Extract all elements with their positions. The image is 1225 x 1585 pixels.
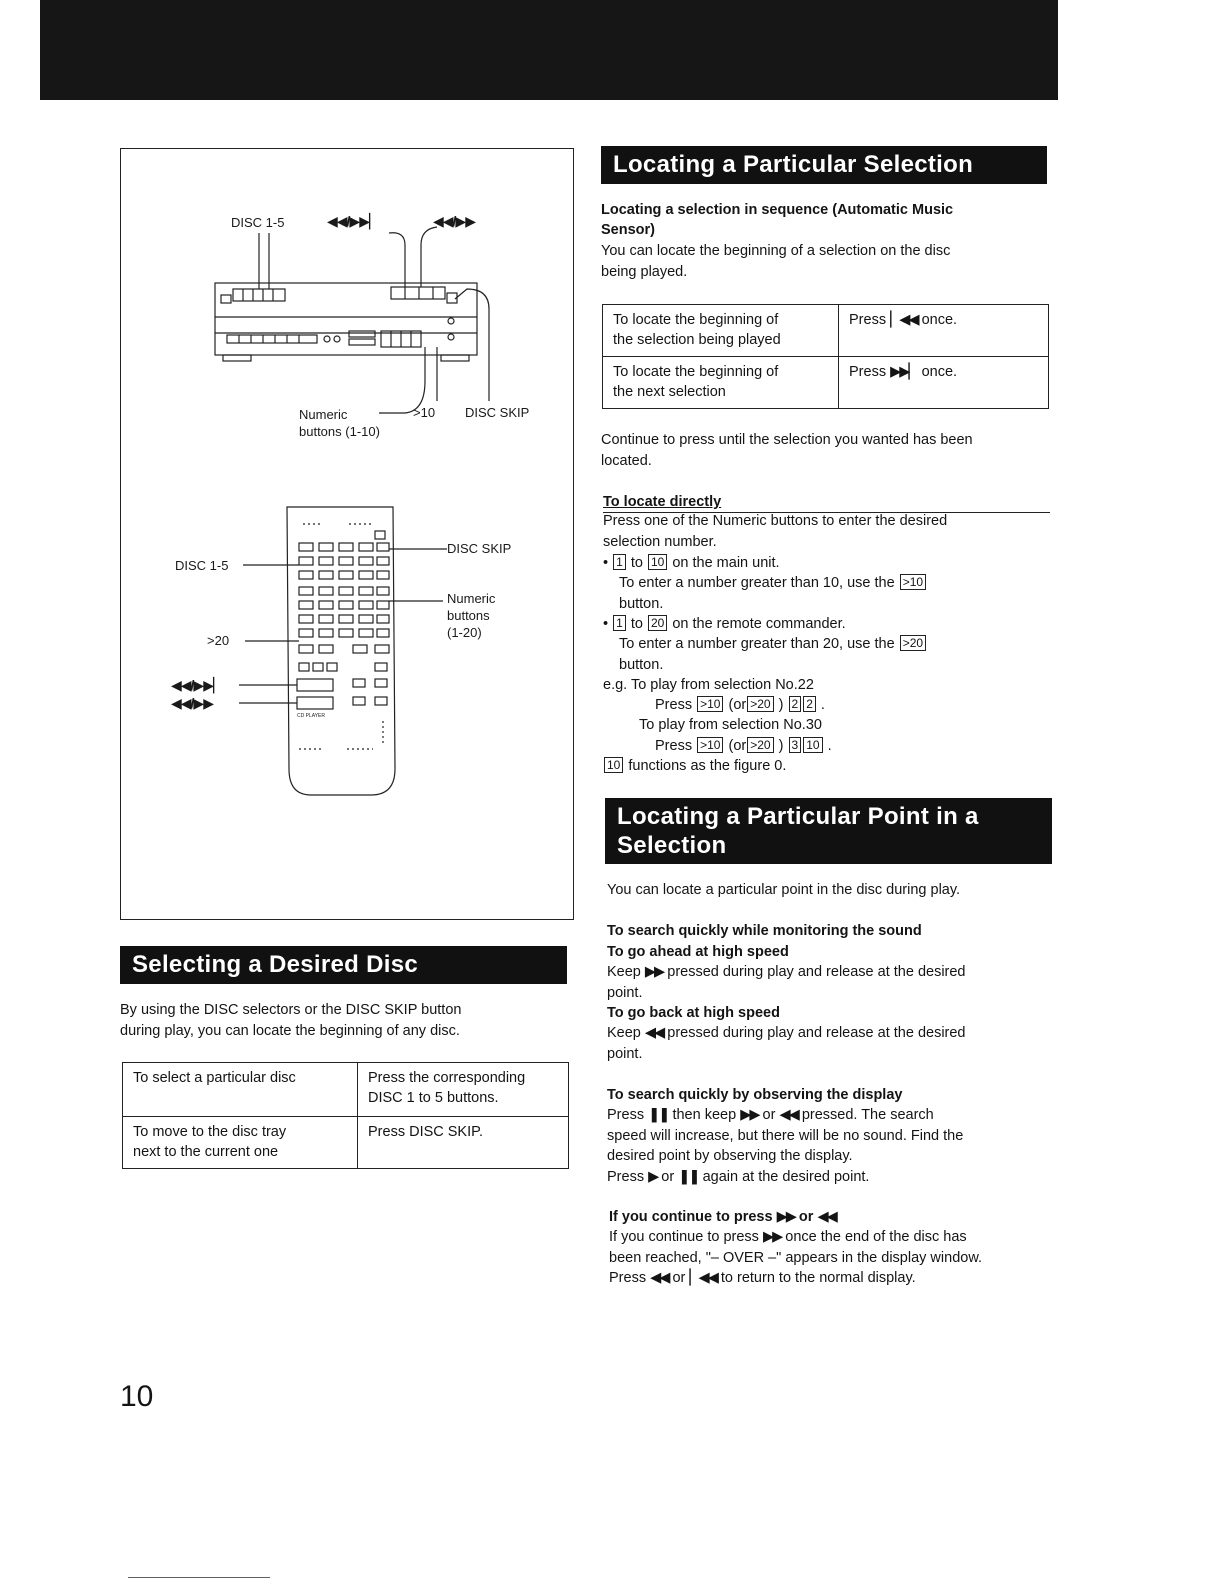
rewind-icon: ◀◀: [779, 1107, 798, 1123]
footer-rule: [128, 1577, 270, 1578]
continue-text: Continue to press until the selection you wanted has been located.: [601, 432, 973, 469]
remote-label-prev-next: ◀◀/▶▶▏: [171, 677, 223, 693]
monitor-subhead: To search quickly while monitoring the sound: [607, 923, 922, 939]
label-search: ◀◀/▶▶: [433, 213, 475, 229]
table-row: To select a particular disc Press the corresponding DISC 1 to 5 buttons.: [123, 1063, 569, 1117]
label-disc-skip: DISC SKIP: [465, 405, 530, 420]
back-subhead: To go back at high speed: [607, 1005, 780, 1021]
disc-select-table: [122, 1062, 569, 1169]
pause-icon: ❚❚: [648, 1107, 669, 1123]
label-prev-next: ◀◀/▶▶▏: [327, 213, 379, 229]
remote-label-numeric: Numeric: [447, 591, 496, 606]
next-track-icon: ▶▶▏: [890, 364, 918, 380]
rewind-icon: ◀◀: [817, 1209, 836, 1225]
label-over-10: >10: [413, 405, 436, 420]
list-item-note: To enter a number greater than 10, use the >10: [619, 573, 927, 594]
illustration-frame: [120, 148, 574, 920]
ams-table: [602, 304, 1049, 409]
list-item: • 1 to 20 on the remote commander.: [603, 616, 846, 632]
table-row: To locate the beginning of the selection being played Press ▏◀◀ once.: [603, 305, 1049, 357]
remote-label-range: (1-20): [447, 625, 482, 640]
page-number: 10: [120, 1380, 154, 1413]
ams-subhead: Locating a selection in sequence (Automatic Music Sensor): [601, 202, 954, 238]
header-band: [40, 0, 1058, 100]
fast-forward-icon: ▶▶: [644, 964, 664, 980]
fast-forward-icon: ▶▶: [776, 1209, 795, 1225]
display-text: Press ❚❚ then keep ▶▶ or ◀◀ pressed. The search speed will increase, but there will be no sound. Find the desired point by observing the display. Press ▶ or ❚❚ again at the desired point.: [607, 1107, 964, 1185]
example-2-keys: Press >10 (or >20 ) 3 10 .: [655, 738, 832, 754]
heading-selecting-disc: Selecting a Desired Disc: [120, 946, 567, 984]
point-intro: You can locate a particular point in the disc during play.: [607, 882, 961, 898]
play-icon: ▶: [648, 1168, 658, 1185]
heading-locating-selection: Locating a Particular Selection: [601, 146, 1047, 184]
ahead-subhead: To go ahead at high speed: [607, 944, 789, 960]
example-1-keys: Press >10 (or >20 ) 2 2 .: [655, 697, 825, 713]
figure-zero-note: 10 functions as the figure 0.: [603, 756, 786, 777]
remote-buttons: [297, 543, 389, 709]
table-row: To move to the disc tray next to the current one Press DISC SKIP.: [123, 1117, 569, 1169]
selecting-intro: By using the DISC selectors or the DISC SKIP button during play, you can locate the beginning of any disc.: [120, 1002, 462, 1039]
ahead-text: Keep ▶▶ pressed during play and release at the desired point.: [607, 964, 966, 1001]
display-subhead: To search quickly by observing the display: [607, 1087, 903, 1103]
rewind-icon: ◀◀: [650, 1270, 669, 1286]
ams-intro: You can locate the beginning of a selection on the disc being played.: [601, 243, 951, 280]
fast-forward-icon: ▶▶: [740, 1107, 759, 1123]
table-row: To locate the beginning of the next selection Press ▶▶▏ once.: [603, 357, 1049, 409]
pause-icon: ❚❚: [678, 1168, 699, 1185]
label-numeric: Numeric: [299, 407, 348, 422]
example-2: To play from selection No.30: [639, 717, 822, 733]
rewind-icon: ◀◀: [644, 1025, 664, 1041]
remote-brand-logo: CD PLAYER: [297, 713, 325, 719]
remote-label-buttons: buttons: [447, 608, 490, 623]
main-unit-body: [215, 283, 477, 355]
list-item-note: button.: [619, 596, 664, 612]
label-numeric-range: buttons (1-10): [299, 424, 380, 439]
remote-label-disc-1-5: DISC 1-5: [175, 558, 229, 573]
remote-body: [287, 507, 395, 795]
prev-track-icon: ▏◀◀: [890, 312, 918, 328]
prev-track-icon: ▏◀◀: [689, 1270, 717, 1286]
back-text: Keep ◀◀ pressed during play and release at the desired point.: [607, 1025, 966, 1062]
remote-label-over-20: >20: [207, 633, 230, 648]
direct-intro: Press one of the Numeric buttons to enter the desired selection number.: [603, 513, 948, 550]
fast-forward-icon: ▶▶: [762, 1229, 782, 1245]
remote-label-disc-skip: DISC SKIP: [447, 541, 512, 556]
example-1: e.g. To play from selection No.22: [603, 677, 814, 693]
list-item: • 1 to 10 on the main unit.: [603, 555, 780, 571]
remote-label-search: ◀◀/▶▶: [171, 695, 213, 711]
label-disc-1-5: DISC 1-5: [231, 215, 285, 230]
list-item-note: button.: [619, 657, 664, 673]
list-item-note: To enter a number greater than 20, use the >20: [619, 634, 927, 655]
over-subhead: If you continue to press ▶▶ or ◀◀: [609, 1209, 836, 1225]
over-text: If you continue to press ▶▶ once the end of the disc has been reached, "– OVER –" appears in the display window. Press ◀◀ or ▏◀◀ to return to the normal display.: [609, 1229, 983, 1286]
direct-subhead: To locate directly: [603, 492, 1050, 513]
heading-locating-point: Locating a Particular Point in a Selection: [605, 798, 1052, 864]
player-diagram: [121, 149, 573, 919]
